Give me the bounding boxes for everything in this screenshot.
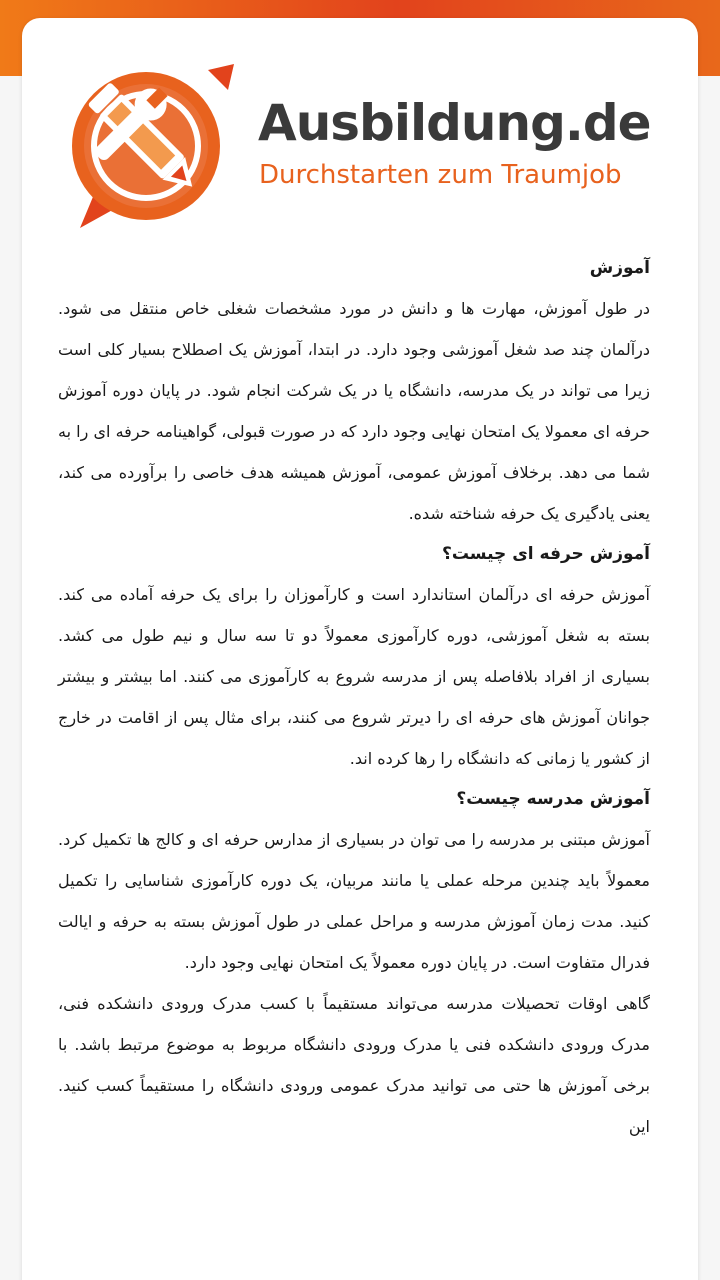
pencil-wrench-logo-icon	[58, 60, 248, 230]
brand-logo[interactable]	[58, 60, 658, 235]
section-heading: آموزش مدرسه چیست؟	[456, 789, 650, 809]
section-paragraph: آموزش حرفه ای درآلمان استاندارد است و کارآموزان را برای یک حرفه آماده می کند. بسته به شغل آموزشی، دوره کارآموزی معمولاً دو تا سه سال و نیم طول می کشد. بسیاری از افراد بلافاصله پس از مدرسه شروع به کارآموزی می کنند. اما بیشتر و بیشتر جوانان آموزش های حرفه ای را دیرتر شروع می کنند، برای مثال پس از اقامت در خارج از کشور یا زمانی که دانشگاه را رها کرده اند.	[58, 585, 650, 768]
section-paragraph: گاهی اوقات تحصیلات مدرسه می‌تواند مستقیماً با کسب مدرک ورودی دانشکده فنی، مدرک ورودی دانشکده فنی یا مدرک ورودی دانشگاه مربوط به موضوع مرتبط باشد. با برخی آموزش ها حتی می توانید مدرک عمومی ورودی دانشگاه را مستقیماً کسب کنید. این	[58, 994, 650, 1136]
section-paragraph: آموزش مبتنی بر مدرسه را می توان در بسیاری از مدارس حرفه ای و کالج ها تکمیل کرد. معمولاً باید چندین مرحله عملی یا مانند مربیان، یک دوره کارآموزی شناسایی را تکمیل کنید. مدت زمان آموزش مدرسه و مراحل عملی در طول آموزش بسته به حرفه و ایالت فدرال متفاوت است. در پایان دوره معمولاً یک امتحان نهایی وجود دارد.	[58, 830, 650, 972]
article	[58, 248, 650, 1147]
brand-tagline: Durchstarten zum Traumjob	[259, 160, 622, 190]
section-paragraph: در طول آموزش، مهارت ها و دانش در مورد مشخصات شغلی خاص منتقل می شود. درآلمان چند صد شغل آموزشی وجود دارد. در ابتدا، آموزش یک اصطلاح بسیار کلی است زیرا می تواند در یک مدرسه، دانشگاه یا در یک شرکت انجام شود. در پایان دوره آموزش حرفه ای معمولا یک امتحان نهایی وجود دارد که در صورت قبولی، گواهینامه حرفه ای را به شما می دهد. برخلاف آموزش عمومی، آموزش همیشه هدف خاصی را برآورده می کند، یعنی یادگیری یک حرفه شناخته شده.	[58, 299, 650, 523]
section-heading: آموزش حرفه ای چیست؟	[441, 544, 650, 564]
section-heading: آموزش	[589, 258, 650, 278]
brand-name: Ausbildung.de	[258, 94, 651, 152]
